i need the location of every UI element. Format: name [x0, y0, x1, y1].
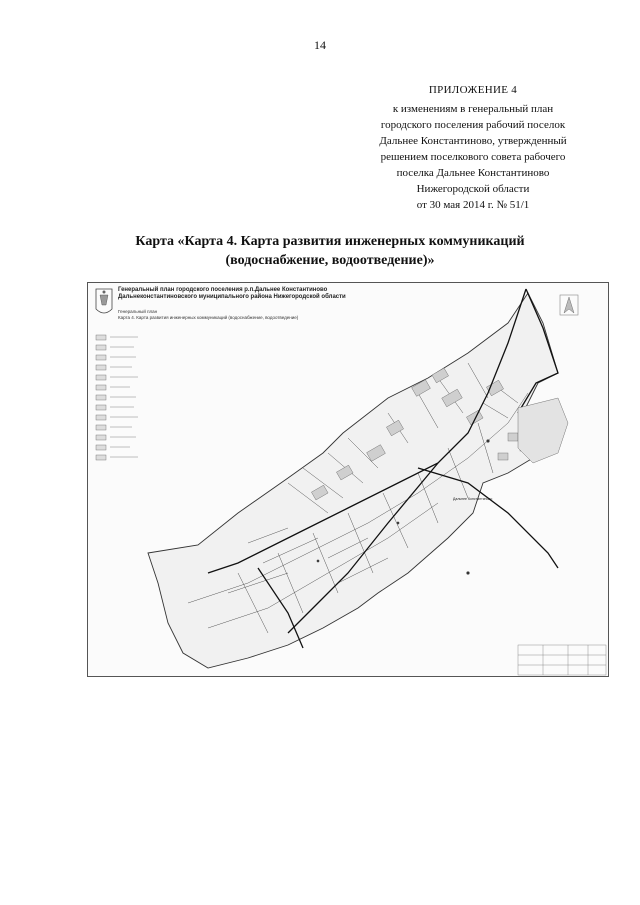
map-legend	[96, 335, 138, 460]
map-figure	[87, 282, 609, 677]
map-header-line: Дальнеконстантиновского муниципального района Нижегородской области	[118, 294, 346, 300]
coat-of-arms-icon	[96, 289, 112, 313]
appendix-line: Нижегородской области	[416, 183, 530, 195]
map-header	[118, 287, 448, 301]
map-header-line: Генеральный план городского поселения р.п.Дальнее Константиново	[118, 287, 328, 293]
north-arrow-icon	[560, 295, 578, 315]
map-subheader-line: Карта 4. Карта развития инженерных коммуникаций (водоснабжение, водоотведение)	[118, 315, 299, 320]
map-subheader-line: Генеральный план	[118, 309, 158, 314]
appendix-line: городского поселения рабочий поселок	[380, 119, 566, 131]
document-title	[80, 232, 580, 270]
title-line: Карта «Карта 4. Карта развития инженерных коммуникаций	[135, 234, 525, 249]
appendix-line: от 30 мая 2014 г. № 51/1	[416, 199, 530, 211]
title-line: (водоснабжение, водоотведение)»	[225, 253, 435, 268]
appendix-line: к изменениям в генеральный план	[392, 103, 554, 115]
appendix-line: решением поселкового совета рабочего	[380, 151, 566, 163]
page-number: 14	[314, 38, 326, 52]
map-place-label: Дальнее Константиново	[453, 497, 493, 501]
settlement-boundary	[148, 293, 558, 668]
appendix-line: Дальнее Константиново, утвержденный	[379, 135, 567, 147]
map-subheader	[118, 309, 378, 321]
appendix-block	[360, 82, 586, 213]
appendix-line: поселка Дальнее Константиново	[396, 167, 550, 179]
map-drawing	[88, 283, 609, 677]
appendix-heading: ПРИЛОЖЕНИЕ 4	[428, 84, 518, 96]
title-block-stamp	[518, 645, 606, 675]
